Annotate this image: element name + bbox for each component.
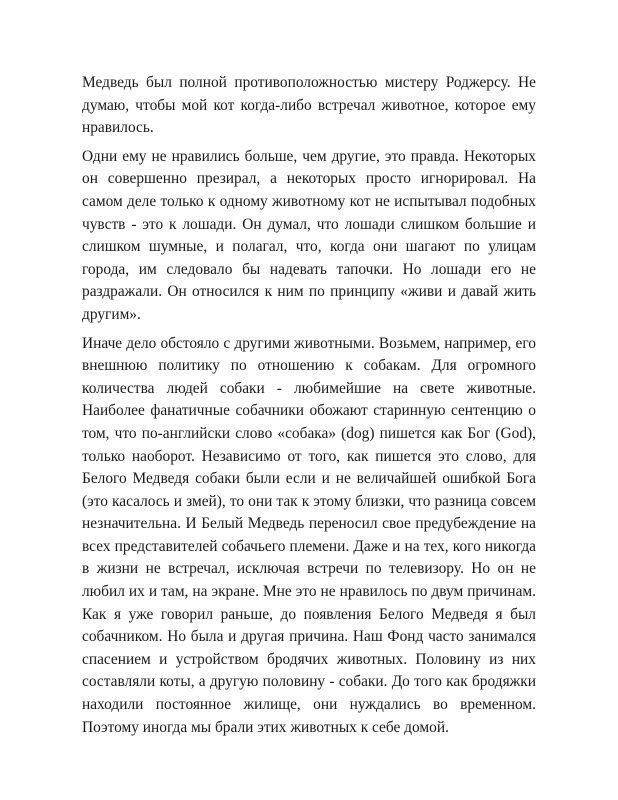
paragraph-3: Иначе дело обстояло с другими животными. Возьмем, например, его внешнюю политику по отношению к собакам. Для огромного количества людей собаки - любимейшие на свете животные. Наиболее фанатичные собачники обожают старинную сентенцию о том, что по-английски слово «собака» (dog) пишется как Бог (God), только наоборот. Независимо от того, как пишется это слово, для Белого Медведя собаки были если и не величайшей ошибкой Бога (это касалось и змей), то они так к этому близки, что разница совсем незначительна. И Белый Медведь переносил свое предубеждение на всех представителей собачьего племени. Даже и на тех, кого никогда в жизни не встречал, исключая встречи по телевизору. Но он не любил их и там, на экране. Мне это не нравилось по двум причинам. Как я уже говорил раньше, до появления Белого Медведя я был собачником. Но была и другая причина. Наш Фонд часто занимался спасением и устройством бродячих животных. Половину из них составляли коты, а другую половину - собаки. До того как бродяжки находили постоянное жилище, они нуждались во временном. Поэтому иногда мы брали этих животных к себе домой.	[82, 334, 536, 736]
paragraph-2: Одни ему не нравились больше, чем другие, это правда. Некоторых он совершенно презирал, а некоторых просто игнорировал. На самом деле только к одному животному кот не испытывал подобных чувств - это к лошади. Он думал, что лошади слишком большие и слишком шумные, и полагал, что, когда они шагают по улицам города, им следовало бы надевать тапочки. Но лошади его не раздражали. Он относился к ним по принципу «живи и давай жить другим».	[82, 147, 536, 323]
paragraph-1: Медведь был полной противоположностью мистеру Роджерсу. Не думаю, чтобы мой кот когда-либо встречал животное, которое ему нравилось.	[82, 74, 536, 137]
document-page	[82, 72, 536, 745]
